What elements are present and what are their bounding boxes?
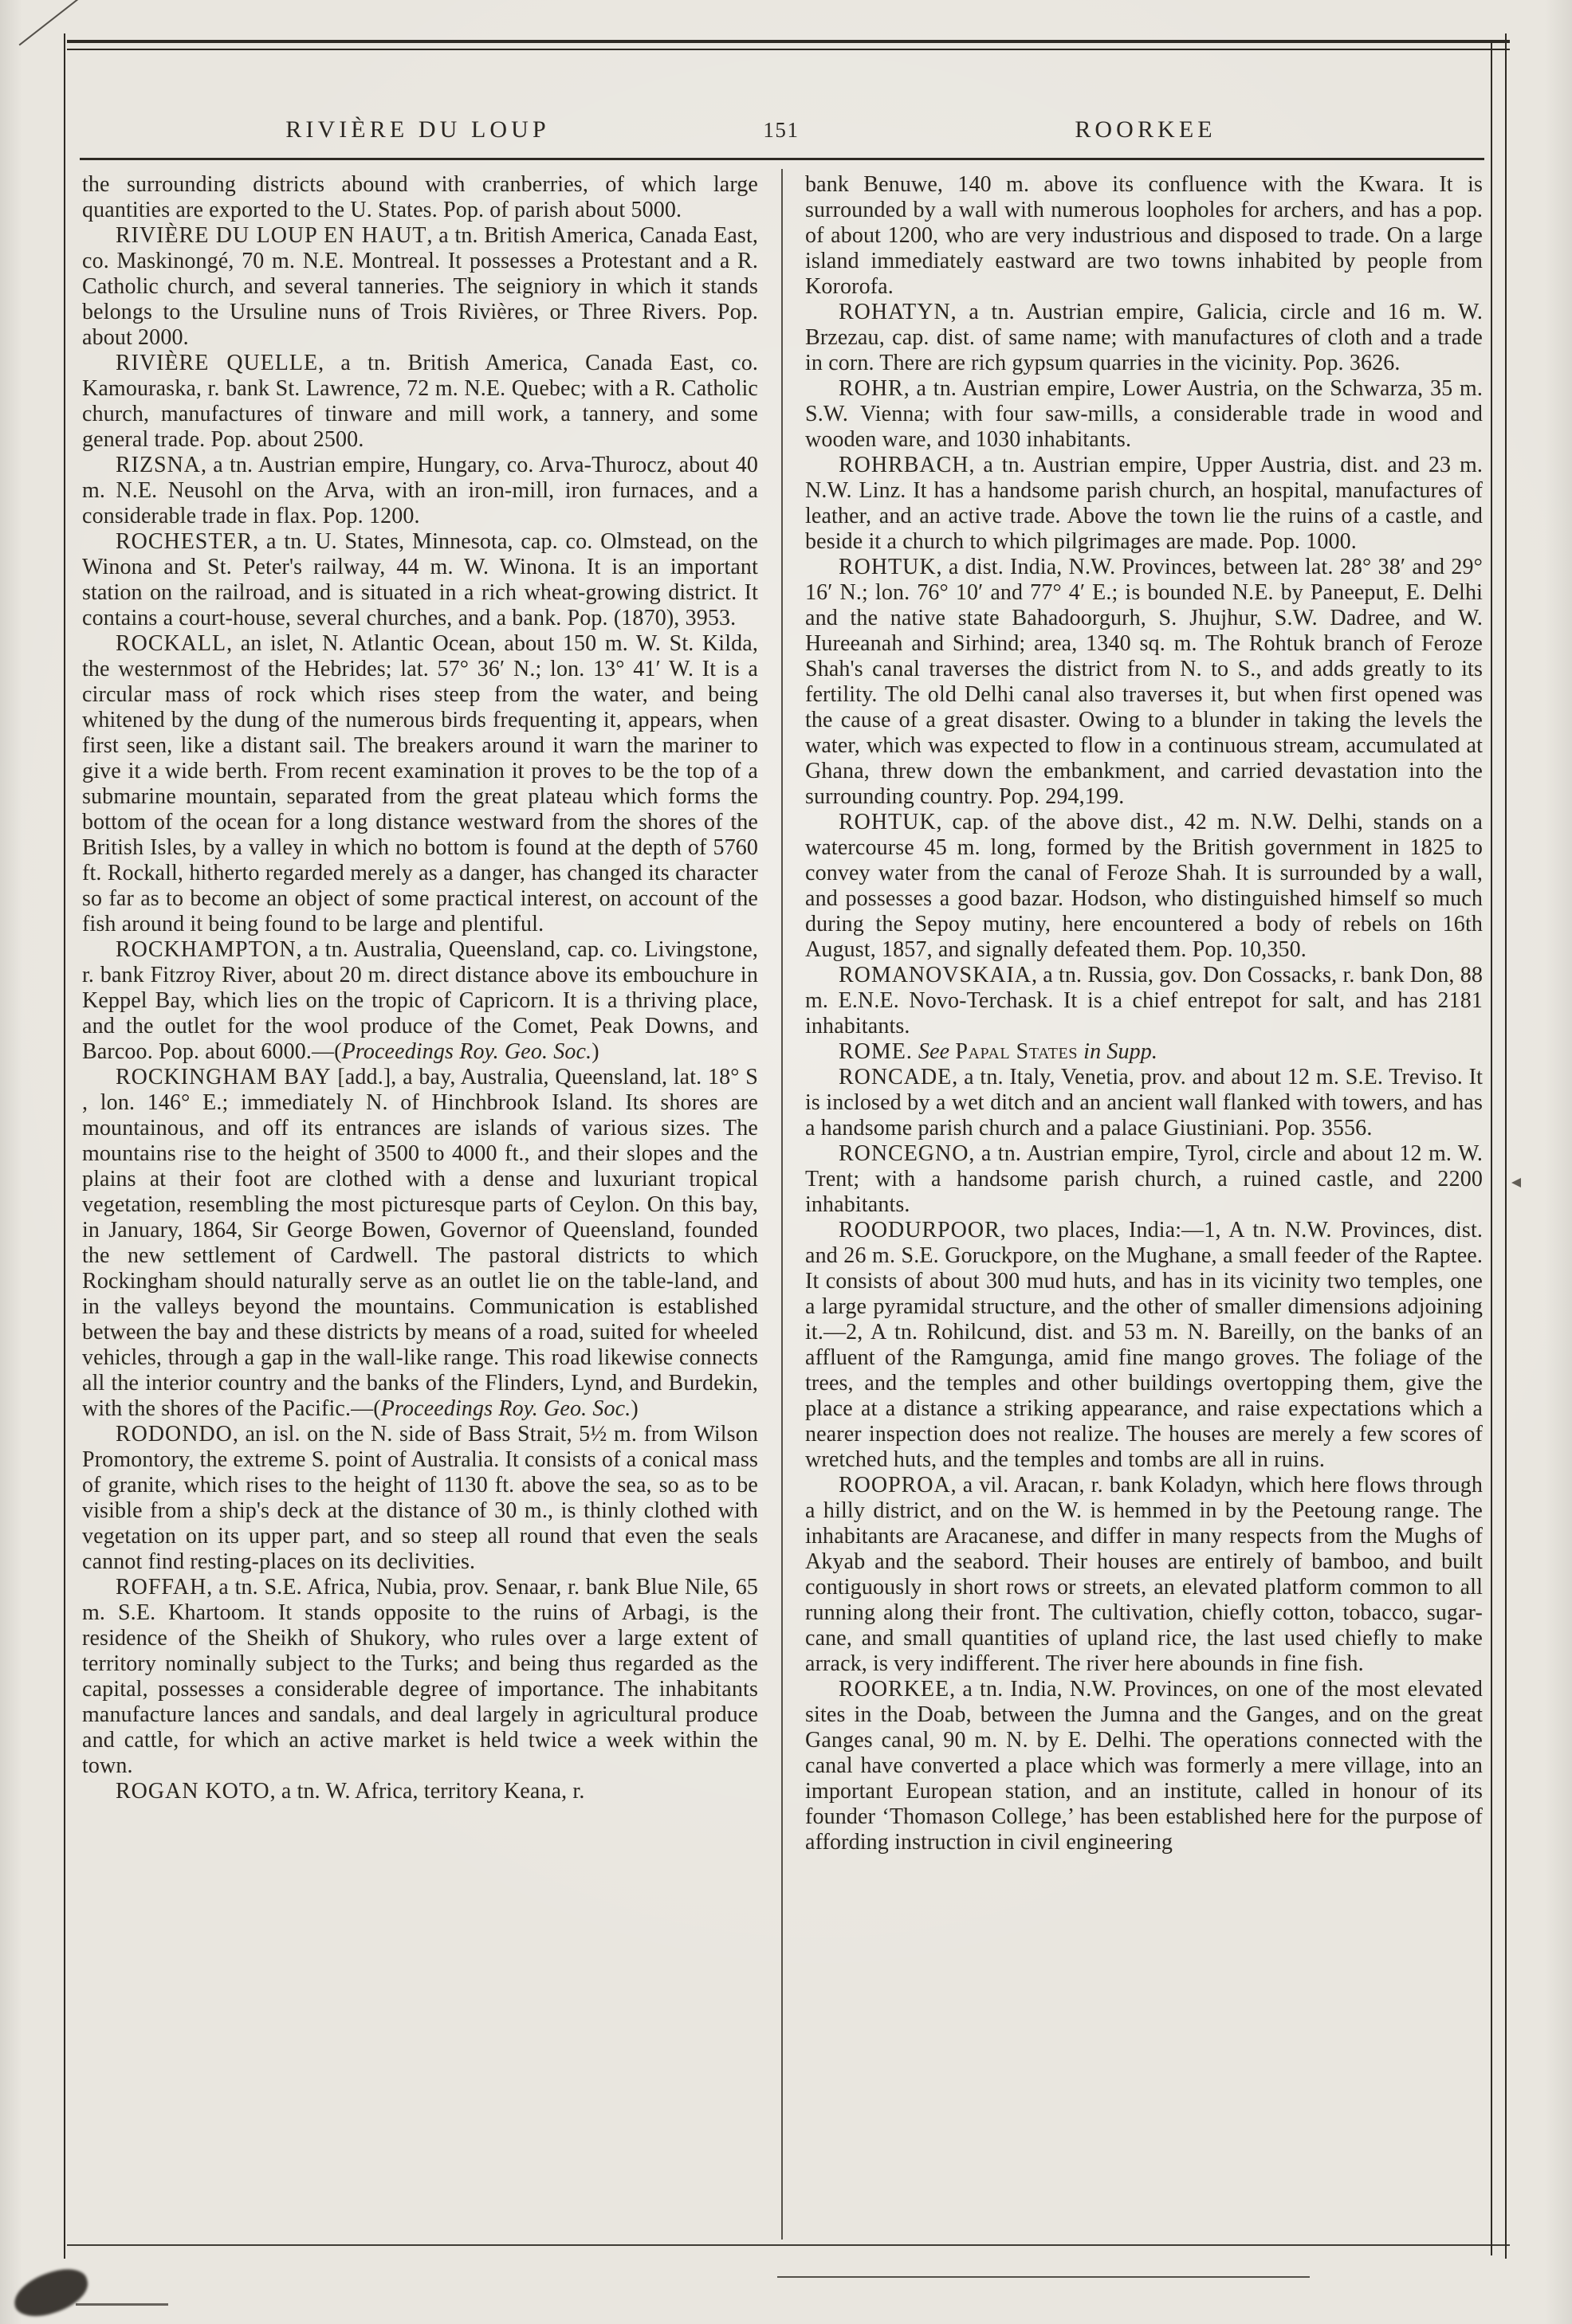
column-divider-rule	[781, 169, 783, 2240]
entry-text: , a tn. Russia, gov. Don Cossacks, r. bank Don, 88 m. E.N.E. Novo-Terchask. It is a chief entrepot for salt, and has 2181 inhabitants.	[805, 963, 1483, 1038]
entry-rohtuk	[805, 555, 1483, 810]
entry-text: Papal States	[955, 1039, 1079, 1064]
entry-headword: RIVIÈRE QUELLE	[116, 351, 319, 375]
entry-headword: RIZSNA	[116, 453, 201, 477]
entry-roncegno	[805, 1141, 1483, 1218]
running-head-right: ROORKEE	[1075, 116, 1216, 143]
ink-smudge-artifact	[9, 2263, 93, 2323]
column-right	[805, 172, 1483, 1855]
entry-roncade	[805, 1065, 1483, 1141]
entry-rizsna	[82, 453, 758, 529]
entry-rooproa	[805, 1473, 1483, 1677]
entry-continuation	[82, 172, 758, 223]
frame-bottom-rule	[67, 2244, 1510, 2246]
entry-headword: RONCEGNO	[839, 1141, 969, 1166]
entry-rohrbach	[805, 453, 1483, 555]
entry-headword: RIVIÈRE DU LOUP EN HAUT	[116, 223, 427, 248]
entry-rogan-koto	[82, 1779, 758, 1804]
entry-headword: ROOPROA	[839, 1473, 951, 1498]
entry-headword: ROODURPOOR	[839, 1218, 1000, 1242]
bottom-artifact-line	[76, 2303, 168, 2306]
entry-text: , a tn. British America, Canada East, co. Kamouraska, r. bank St. Lawrence, 72 m. N.E. Quebec; with a R. Catholic church, manufactures of tinware and mill work, a tannery, and some general trade. Pop. about 2500.	[82, 351, 758, 452]
page-number: 151	[763, 118, 800, 142]
entry-text: , a tn. British America, Canada East, co. Maskinongé, 70 m. N.E. Montreal. It possesses a Protestant and a R. Catholic church, and several tanneries. The seigniory in which it stands belongs to the Ursuline nuns of Trois Rivières, or Three Rivers. Pop. about 2000.	[82, 223, 758, 350]
entry-text: See	[912, 1039, 956, 1064]
entry-text: , a tn. Austrian empire, Galicia, circle and 16 m. W. Brzezau, cap. dist. of same name; with manufactures of cloth and a trade in corn. There are rich gypsum quarries in the vicinity. Pop. 3626.	[805, 300, 1483, 375]
bottom-artifact-line	[777, 2276, 1310, 2278]
corner-diagonal-artifact	[19, 0, 81, 45]
entry-text: , a tn. India, N.W. Provinces, on one of the most elevated sites in the Doab, between the Jumna and the Ganges, and on the great Ganges canal, 90 m. N. by E. Delhi. The operations connected with the canal have converted a place which was formerly a mere village, into an important European station, and an institute, called in honour of its founder ‘Thomason College,’ has been established here for the purpose of affording instruction in civil engineering	[805, 1677, 1483, 1855]
column-left	[82, 172, 758, 1804]
entry-text: )	[591, 1039, 599, 1064]
entry-headword: ROME.	[839, 1039, 913, 1064]
entry-text: , a tn. S.E. Africa, Nubia, prov. Senaar, r. bank Blue Nile, 65 m. S.E. Khartoom. It stands opposite to the ruins of Arbagi, is the residence of the Sheikh of Shukory, who rules over a large extent of territory nominally subject to the Turks; and being thus regarded as the capital, possesses a considerable degree of importance. The inhabitants manufacture lances and sandals, and deal largely in agricultural produce and cattle, for which an active market is held twice a week within the town.	[82, 1575, 758, 1778]
entry-text: , a tn. Australia, Queensland, cap. co. Livingstone, r. bank Fitzroy River, about 20 m. direct distance above its embouchure in Keppel Bay, which lies on the tropic of Capricorn. It is a thriving place, and the outlet for the wool produce of the Comet, Peak Downs, and Barcoo. Pop. about 6000.—(	[82, 937, 758, 1064]
entry-rivi-re-quelle	[82, 351, 758, 453]
frame-top-rule-thick	[67, 40, 1510, 43]
entry-headword: ROCKALL	[116, 631, 227, 656]
entry-text: , a vil. Aracan, r. bank Koladyn, which here flows through a hilly district, and on the W. is hemmed in by the Peetoung range. The inhabitants are Aracanese, and differ in many respects from the Mughs of Akyab and the seabord. Their houses are entirely of bamboo, and built contiguously in short rows or streets, an elevated platform common to all running along their front. The cultivation, chiefly cotton, tobacco, sugar-cane, and small quantities of upland rice, the last used chiefly to make arrack, is very indifferent. The river here abounds in fine fish.	[805, 1473, 1483, 1676]
entry-romanovskaia	[805, 963, 1483, 1039]
entry-rohtuk	[805, 810, 1483, 963]
entry-text: , an islet, N. Atlantic Ocean, about 150 m. W. St. Kilda, the westernmost of the Hebrides; lat. 57° 36′ N.; lon. 13° 41′ W. It is a circular mass of rock which rises steep from the water, and being whitened by the dung of the numerous birds frequenting it, appears, when first seen, like a distant sail. The breakers around it warn the mariner to give it a wide berth. From recent examination it proves to be the top of a submarine mountain, separated from the great plateau which forms the bottom of the ocean for a long distance westward from the shores of the British Isles, by a valley in which no bottom is found at the depth of 5760 ft. Rockall, hitherto regarded merely as a danger, has changed its character so far as to become an object of some practical interest, on account of the fish around it being found to be large and plentiful.	[82, 631, 758, 936]
entry-rome	[805, 1039, 1483, 1065]
entry-text: , a tn. W. Africa, territory Keana, r.	[269, 1779, 585, 1804]
entry-text: , an isl. on the N. side of Bass Strait, 5½ m. from Wilson Promontory, the extreme S. point of Australia. It consists of a conical mass of granite, which rises to the height of 1130 ft. above the sea, so as to be visible from a ship's deck at the distance of 30 m., is thinly clothed with vegetation on its upper part, and so steep all round that even the seals cannot find resting-places on its declivities.	[82, 1422, 758, 1574]
entry-text: , a tn. Austrian empire, Tyrol, circle and about 12 m. W. Trent; with a handsome parish church, a ruined castle, and 2200 inhabitants.	[805, 1141, 1483, 1217]
entry-text: the surrounding districts abound with cranberries, of which large quantities are exported to the U. States. Pop. of parish about 5000.	[82, 172, 758, 222]
entry-text: , a tn. Austrian empire, Hungary, co. Arva-Thurocz, about 40 m. N.E. Neusohl on the Arva, with an iron-mill, iron furnaces, and a considerable trade in flax. Pop. 1200.	[82, 453, 758, 528]
frame-right-rule-outer	[1505, 33, 1507, 2259]
entry-text: , a tn. Austrian empire, Lower Austria, on the Schwarza, 35 m. S.W. Vienna; with four saw-mills, a considerable trade in wood and wooden ware, and 1030 inhabitants.	[805, 376, 1483, 452]
entry-text: , a tn. U. States, Minnesota, cap. co. Olmstead, on the Winona and St. Peter's railway, 44 m. W. Winona. It is an important station on the railroad, and is situated in a rich wheat-growing district. It contains a court-house, several churches, and a bank. Pop. (1870), 3953.	[82, 529, 758, 630]
entry-headword: ROHATYN	[839, 300, 951, 324]
entry-rohr	[805, 376, 1483, 453]
entry-headword: ROCHESTER	[116, 529, 253, 554]
entry-headword: ROHTUK	[839, 810, 937, 834]
entry-rochester	[82, 529, 758, 631]
entry-headword: RODONDO	[116, 1422, 233, 1447]
running-header	[80, 116, 1484, 143]
frame-top-rule-thin	[67, 49, 1510, 50]
entry-headword: ROHRBACH	[839, 453, 969, 477]
entry-text: bank Benuwe, 140 m. above its confluence with the Kwara. It is surrounded by a wall with numerous loopholes for archers, and has a pop. of about 1200, who are very industrious and disposed to trade. On a large island immediately eastward are two towns inhabited by people from Kororofa.	[805, 172, 1483, 299]
running-head-left: RIVIÈRE DU LOUP	[285, 116, 550, 143]
entry-rodondo	[82, 1422, 758, 1575]
margin-pen-mark	[1511, 1178, 1521, 1188]
entry-rockhampton	[82, 937, 758, 1065]
entry-text: , a tn. Italy, Venetia, prov. and about 12 m. S.E. Treviso. It is inclosed by a wet ditch and an ancient wall flanked with towers, and has a handsome parish church and a palace Giustiniani. Pop. 3556.	[805, 1065, 1483, 1140]
entry-headword: ROCKHAMPTON	[116, 937, 297, 962]
entry-roorkee	[805, 1677, 1483, 1855]
entry-headword: ROHR	[839, 376, 904, 401]
entry-text: , two places, India:—1, A tn. N.W. Provinces, dist. and 26 m. S.E. Goruckpore, on the Mughane, a small feeder of the Raptee. It consists of about 300 mud huts, and has in its vicinity two temples, one a large pyramidal structure, and the other of smaller dimensions adjoining it.—2, A tn. Rohilcund, dist. and 53 m. N. Bareilly, on the banks of an affluent of the Ramgunga, amid fine mango groves. The foliage of the trees, and the temples and other buildings overtopping them, give the place at a distance a striking appearance, and raise expectations which a nearer inspection does not realize. The houses are merely a few scores of wretched huts, and the temples and tombs are all in ruins.	[805, 1218, 1483, 1472]
entry-headword: ROORKEE	[839, 1677, 950, 1702]
entry-headword: ROGAN KOTO	[116, 1779, 270, 1804]
entry-text: , a dist. India, N.W. Provinces, between lat. 28° 38′ and 29° 16′ N.; lon. 76° 10′ and 77° 4′ E.; is bounded N.E. by Paneeput, E. Delhi and the native state Bahadoorgurh, S. Jhujhur, S.W. Dadree, and W. Hureeanah and Sirhind; area, 1340 sq. m. The Rohtuk branch of Feroze Shah's canal traverses the district from N. to S., and adds greatly to its fertility. The old Delhi canal also traverses it, but when first opened was the cause of a great disaster. Owing to a blunder in taking the levels the water, which was expected to flow in a continuous stream, accumulated at Ghana, threw down the embankment, and carried devastation into the surrounding country. Pop. 294,199.	[805, 555, 1483, 809]
entry-rivi-re-du-loup-en-haut	[82, 223, 758, 351]
entry-rohatyn	[805, 300, 1483, 376]
entry-headword: ROMANOVSKAIA	[839, 963, 1032, 987]
entry-headword: ROHTUK	[839, 555, 937, 579]
header-rule	[80, 158, 1484, 160]
entry-rockingham-bay	[82, 1065, 758, 1422]
frame-right-rule-inner	[1491, 40, 1492, 2255]
entry-continuation	[805, 172, 1483, 300]
entry-roffah	[82, 1575, 758, 1779]
frame-left-rule	[64, 33, 65, 2259]
entry-text: in Supp.	[1078, 1039, 1158, 1064]
entry-text: , a tn. Austrian empire, Upper Austria, dist. and 23 m. N.W. Linz. It has a handsome parish church, an hospital, manufactures of leather, and an active trade. Above the town lie the ruins of a castle, and beside it a church to which pilgrimages are made. Pop. 1000.	[805, 453, 1483, 554]
entry-roodurpoor	[805, 1218, 1483, 1473]
entry-rockall	[82, 631, 758, 937]
entry-text: , cap. of the above dist., 42 m. N.W. Delhi, stands on a watercourse 45 m. long, formed by the British government in 1825 to convey water from the canal of Feroze Shah. It is surrounded by a wall, and possesses a good bazar. Hodson, who distinguished himself so much during the Sepoy mutiny, here encountered a body of rebels on 16th August, 1857, and signally defeated them. Pop. 10,350.	[805, 810, 1483, 962]
entry-headword: ROFFAH	[116, 1575, 207, 1600]
entry-text: Proceedings Roy. Geo. Soc.	[341, 1039, 592, 1064]
entry-text: Proceedings Roy. Geo. Soc.	[380, 1396, 631, 1421]
entry-text: [add.], a bay, Australia, Queensland, lat. 18° S , lon. 146° E.; immediately N. of Hinchbrook Island. Its shores are mountainous, and off its entrances are islands of various sizes. The mountains rise to the height of 3500 to 4000 ft., and their slopes and the plains at their foot are clothed with a dense and luxuriant tropical vegetation, resembling the most picturesque parts of Ceylon. On this bay, in January, 1864, Sir George Bowen, Governor of Queensland, founded the new settlement of Cardwell. The pastoral districts to which Rockingham should naturally serve as an outlet lie on the table-land, and in the valleys beyond the mountains. Communication is established between the bay and these districts by means of a road, suited for wheeled vehicles, through a gap in the wall-like range. This road likewise connects all the interior country and the banks of the Flinders, Lynd, and Burdekin, with the shores of the Pacific.—(	[82, 1065, 758, 1421]
entry-text: )	[631, 1396, 639, 1421]
entry-headword: RONCADE	[839, 1065, 953, 1089]
entry-headword: ROCKINGHAM BAY	[116, 1065, 332, 1089]
